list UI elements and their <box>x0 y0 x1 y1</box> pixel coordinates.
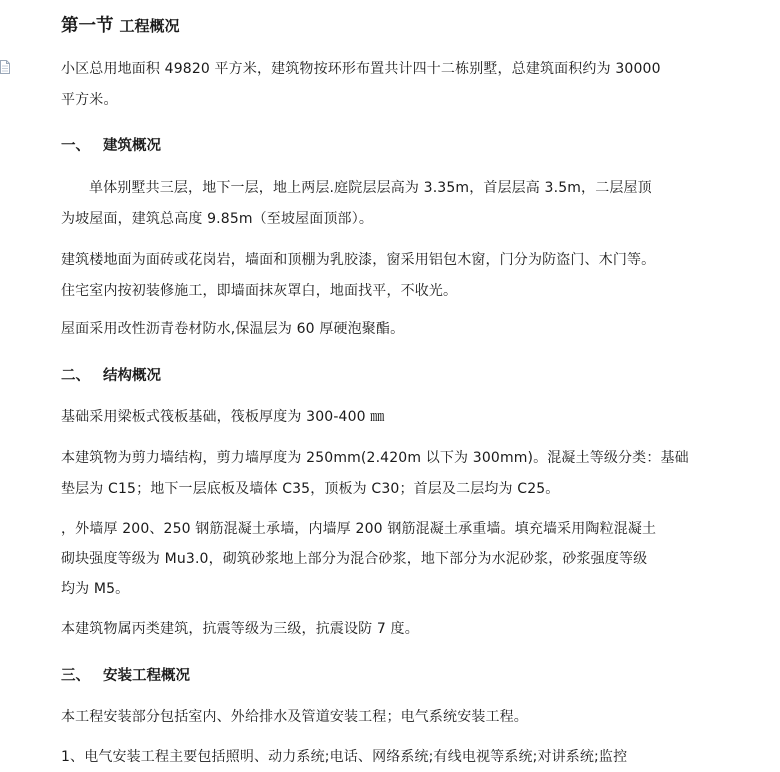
building-p2-line-2: 住宅室内按初装修施工，即墙面抹灰罩白，地面找平，不收光。 <box>61 283 458 299</box>
section-title <box>61 12 180 37</box>
structure-p2-line-2: 垫层为 C15；地下一层底板及墙体 C35，顶板为 C30；首层及二层均为 C25。 <box>61 481 560 497</box>
install-p1-line-1: 本工程安装部分包括室内、外给排水及管道安装工程；电气系统安装工程。 <box>61 709 528 725</box>
install-p2-line-1: 1、电气安装工程主要包括照明、动力系统;电话、网络系统;有线电视等系统;对讲系统;监控 <box>61 749 628 765</box>
structure-p4-line-1: 本建筑物属丙类建筑，抗震等级为三级，抗震设防 7 度。 <box>61 621 419 637</box>
structure-p3-line-2: 砌块强度等级为 Mu3.0，砌筑砂浆地上部分为混合砂浆，地下部分为水泥砂浆，砂浆强度等级 <box>61 551 648 567</box>
document-icon <box>0 60 10 74</box>
building-p1-line-1: 单体别墅共三层，地下一层，地上两层.庭院层层高为 3.35m，首层层高 3.5m，二层屋顶 <box>89 180 652 196</box>
intro-line-2: 平方米。 <box>61 92 118 108</box>
structure-p2-line-1: 本建筑物为剪力墙结构，剪力墙厚度为 250mm(2.420m 以下为 300mm)。混凝土等级分类：基础 <box>61 450 689 466</box>
intro-line-1: 小区总用地面积 49820 平方米，建筑物按环形布置共计四十二栋别墅，总建筑面积约为 30000 <box>61 61 661 77</box>
heading-label: 建筑概况 <box>103 138 161 154</box>
structure-p3-line-3: 均为 M5。 <box>61 581 130 597</box>
heading-label: 结构概况 <box>103 368 161 384</box>
building-p1-line-2: 为坡屋面，建筑总高度 9.85m（至坡屋面顶部）。 <box>61 211 374 227</box>
structure-p1-line-1: 基础采用梁板式筏板基础，筏板厚度为 300-400 ㎜ <box>61 409 385 425</box>
building-p3-line-1: 屋面采用改性沥青卷材防水,保温层为 60 厚硬泡聚酯。 <box>61 321 405 337</box>
heading-number: 一、 <box>61 138 90 154</box>
building-p2-line-1: 建筑楼地面为面砖或花岗岩，墙面和顶棚为乳胶漆，窗采用铝包木窗，门分为防盗门、木门等。 <box>61 252 656 268</box>
heading-label: 安装工程概况 <box>103 668 190 684</box>
heading-installation-overview <box>61 664 190 685</box>
section-title-number: 第一节 <box>61 16 114 36</box>
heading-number: 二、 <box>61 368 90 384</box>
section-title-text: 工程概况 <box>119 17 180 35</box>
heading-number: 三、 <box>61 668 90 684</box>
heading-building-overview <box>61 134 161 155</box>
heading-structure-overview <box>61 364 161 385</box>
structure-p3-line-1: ，外墙厚 200、250 钢筋混凝土承墙，内墙厚 200 钢筋混凝土承重墙。填充墙采用陶粒混凝土 <box>61 521 657 537</box>
